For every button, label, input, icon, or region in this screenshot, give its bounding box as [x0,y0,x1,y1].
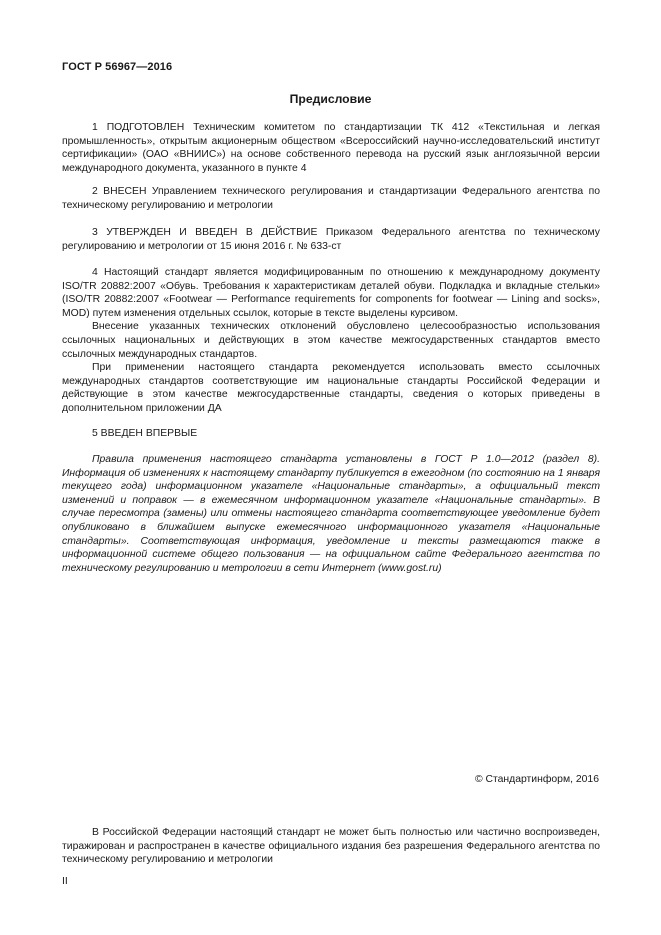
paragraph-text: 2 ВНЕСЕН Управлением технического регулирования и стандартизации Федерального агентства по техническому регулированию и метрологии [62,186,600,211]
copyright-line: © Стандартинформ, 2016 [474,774,599,785]
reproduction-text: В Российской Федерации настоящий стандарт не может быть полностью или частично воспроизведен, тиражирован и распространен в качестве официального издания без разрешения Федерального агентства по техническому регулированию и метрологии [62,827,600,866]
reproduction-notice [62,826,600,867]
page-title: Предисловие [289,92,372,106]
notice-text: Правила применения настоящего стандарта установлены в ГОСТ Р 1.0—2012 (раздел 8). Информация об изменениях к настоящему стандарту публикуется в ежегодном (по состоянию на 1 января текущего года) информационном указателе «Национальные стандарты», а официальный текст изменений и поправок — в ежемесячном информационном указателе «Национальные стандарты». В случае пересмотра (замены) или отмены настоящего стандарта соответствующее уведомление будет опубликовано в ближайшем выпуске ежемесячного информационного указателя «Национальные стандарты». Соответствующая информация, уведомление и тексты размещаются также в информационной системе общего пользования — на официальном сайте Федерального агентства по техническому регулированию и метрологии в сети Интернет (www.gost.ru) [62,454,600,574]
paragraph-2 [62,185,600,212]
paragraph-1 [62,121,600,175]
paragraph-text: 1 ПОДГОТОВЛЕН Техническим комитетом по стандартизации ТК 412 «Текстильная и легкая промышленность», открытым акционерным обществом «Всероссийский научно-исследовательский институт сертификации» (ОАО «ВНИИС») на основе собственного перевода на русский язык англоязычной версии международного документа, указанного в пункте 4 [62,122,600,174]
paragraph-text: Внесение указанных технических отклонений обусловлено целесообразностью использования ссылочных национальных и действующих в этом качестве межгосударственных стандартов вместо ссылочных международных стандартов. [62,321,600,360]
page-number: II [62,876,68,887]
document-code: ГОСТ Р 56967—2016 [62,61,173,73]
paragraph-text: 3 УТВЕРЖДЕН И ВВЕДЕН В ДЕЙСТВИЕ Приказом Федерального агентства по техническому регулированию и метрологии от 15 июня 2016 г. № 633-ст [62,227,600,252]
paragraph-4 [62,266,600,416]
paragraph-5 [62,427,600,441]
paragraph-3 [62,226,600,253]
paragraph-text: 4 Настоящий стандарт является модифицированным по отношению к международному документу ISO/TR 20882:2007 «Обувь. Требования к характеристикам деталей обуви. Подкладка и вкладные стельки» (ISO/TR 20882:2007 «Footwear — Performance requirements for components for footwear — Lining and socks», MOD) путем изменения отдельных ссылок, которые в тексте выделены курсивом. [62,267,600,319]
paragraph-text: При применении настоящего стандарта рекомендуется использовать вместо ссылочных международных стандартов соответствующие им национальные стандарты Российской Федерации и действующие в этом качестве межгосударственные стандарты, сведения о которых приведены в дополнительном приложении ДА [62,362,600,414]
official-notice [62,453,600,575]
paragraph-text: 5 ВВЕДЕН ВПЕРВЫЕ [92,428,198,439]
